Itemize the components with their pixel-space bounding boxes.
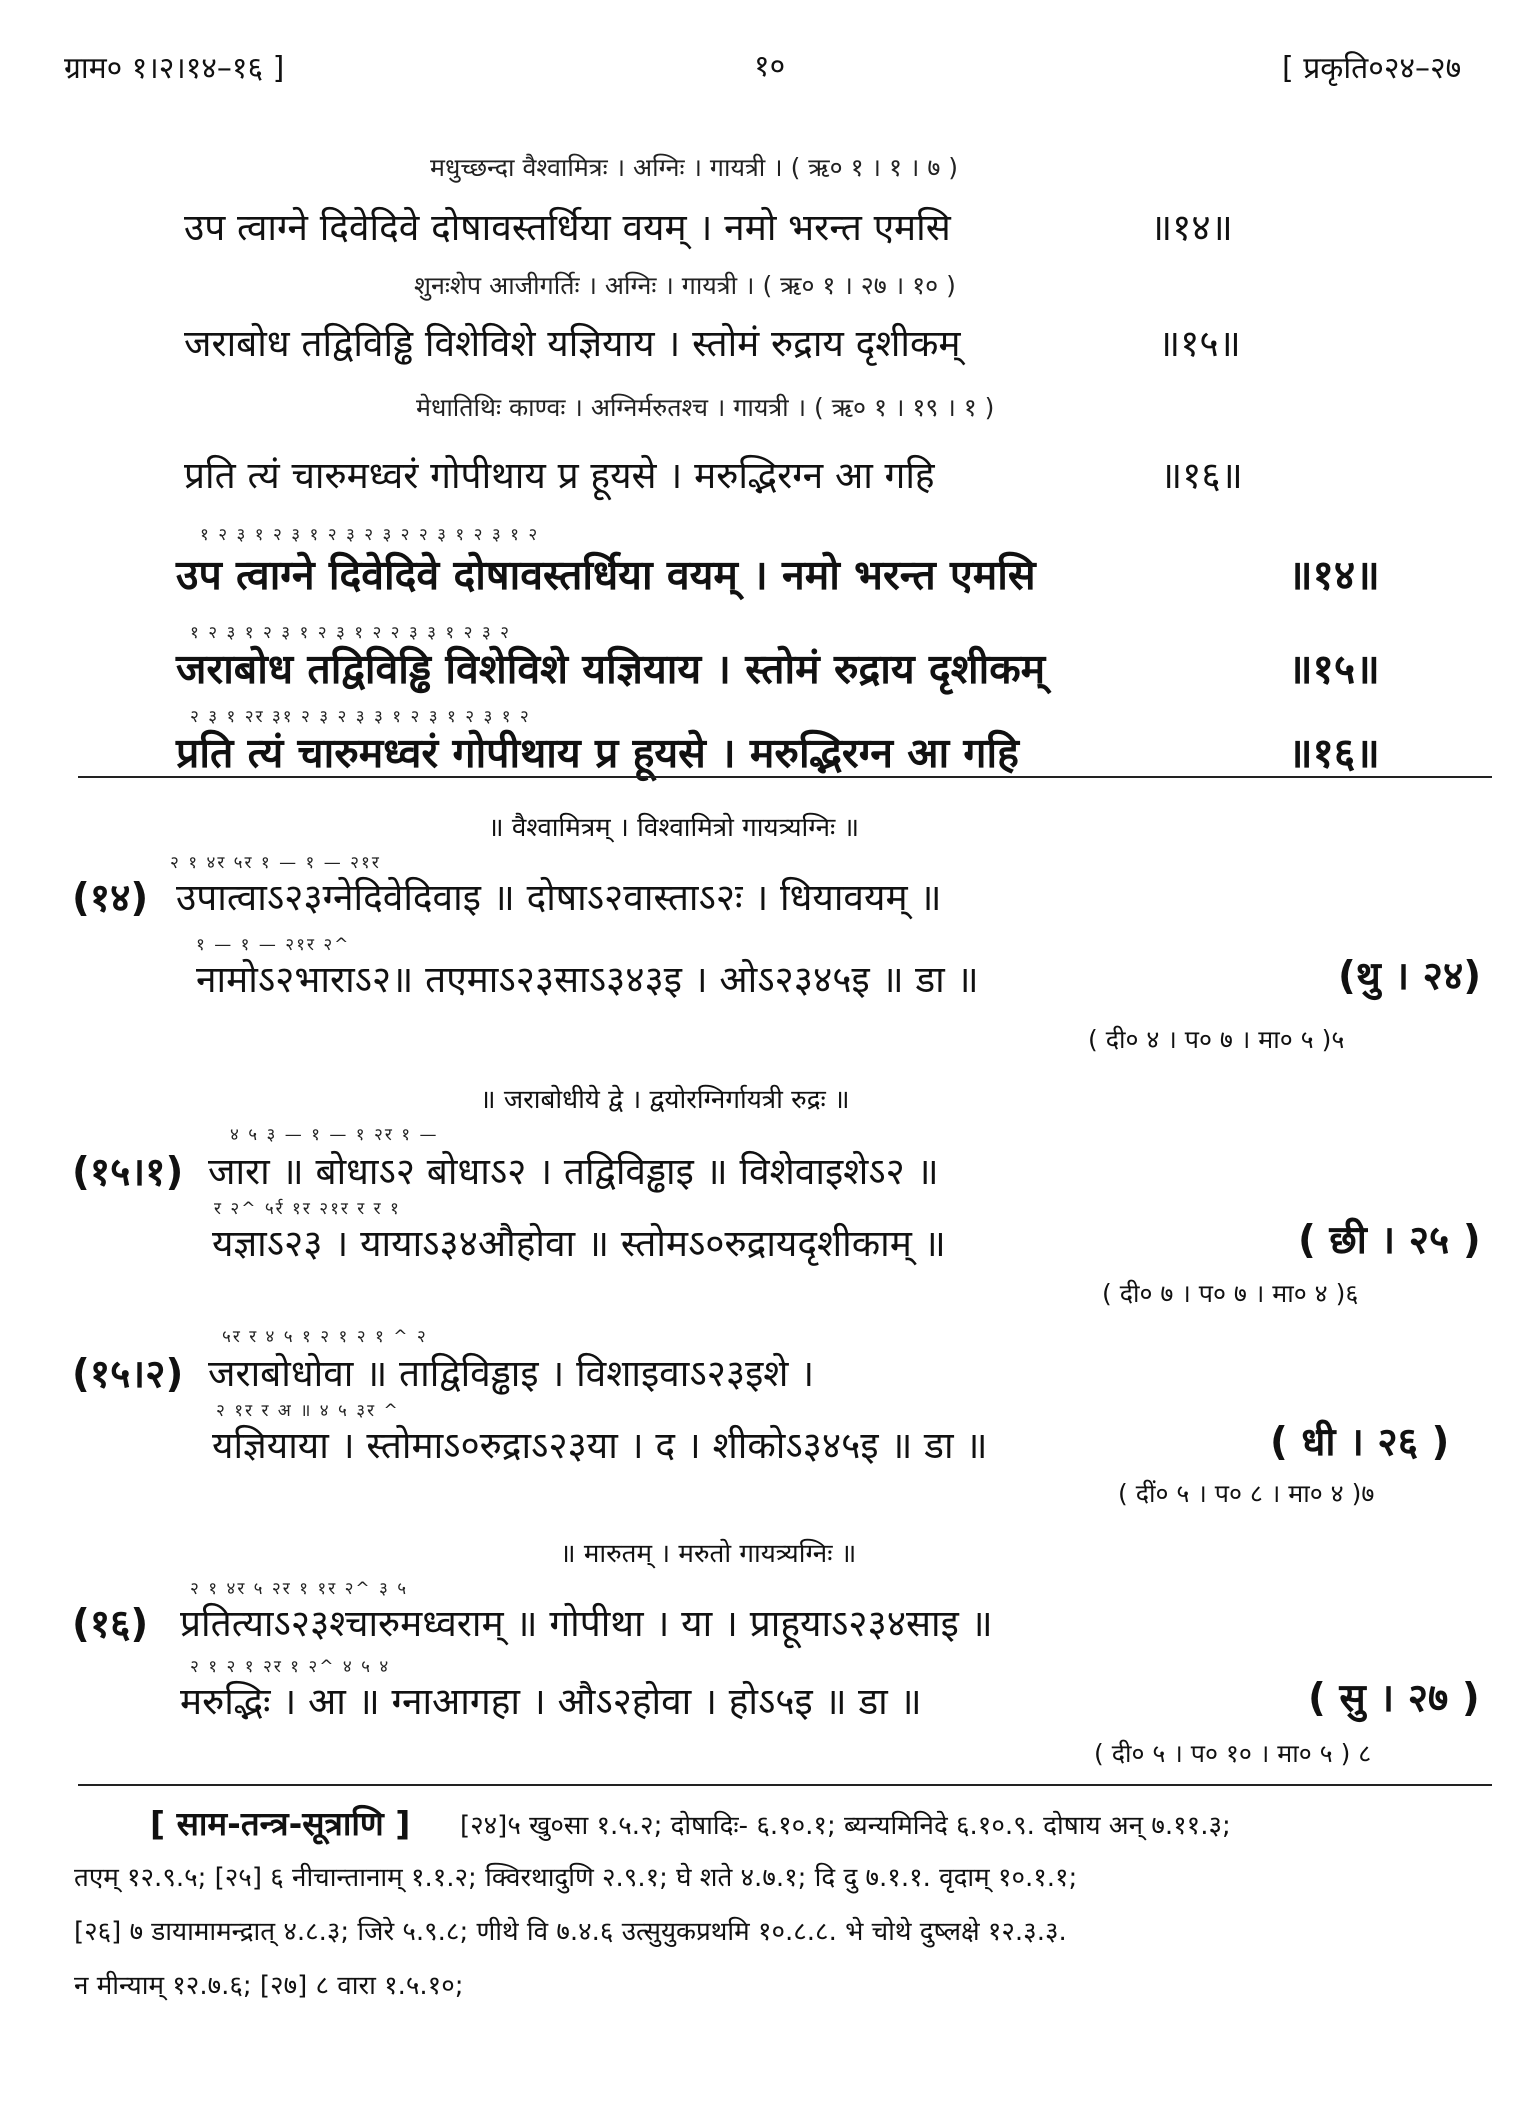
saman-meta: ( दी० ७ । प० ७ । मा० ४ )६ [1102, 1279, 1359, 1308]
sama-mantra: जराबोध तद्विविड्ढि विशेविशे यज्ञियाय । स्तोमं रुद्राय दृशीकम् [176, 645, 1046, 693]
rk-mantra-number: ॥१६॥ [1160, 454, 1243, 497]
rk-attribution: शुनःशेप आजीगर्तिः । अग्निः । गायत्री । ( ऋ० १ । २७ । १० ) [414, 271, 956, 300]
saman-line: नामोऽ२भाराऽ२॥ तएमाऽ२३साऽ३४३इ । ओऽ२३४५इ ॥ डा ॥ [196, 958, 979, 1001]
accent-marks: २ १ ४र ५ २र १ १र २^ ३ ५ [190, 1579, 409, 1599]
sama-mantra-number: ॥१५॥ [1288, 645, 1380, 693]
saman-meta: ( दी० ५ । प० १० । मा० ५ ) ८ [1094, 1739, 1372, 1768]
sama-mantra: उप त्वाग्ने दिवेदिवे दोषावस्तर्धिया वयम् । नमो भरन्त एमसि [176, 551, 1036, 599]
saman-line: यज्ञाऽ२३ । यायाऽ३४औहोवा ॥ स्तोमऽ०रुद्रायदृशीकाम् ॥ [212, 1222, 946, 1265]
saman-line: जारा ॥ बोधाऽ२ बोधाऽ२ । तद्विविड्ढाइ ॥ विशेवाइशेऽ२ ॥ [208, 1150, 939, 1193]
rk-mantra: प्रति त्यं चारुमध्वरं गोपीथाय प्र हूयसे । मरुद्भिरग्न आ गहि [184, 454, 935, 497]
rk-mantra: उप त्वाग्ने दिवेदिवे दोषावस्तर्धिया वयम् । नमो भरन्त एमसि [184, 206, 951, 249]
saman-line: जराबोधोवा ॥ ताद्विविड्ढाइ । विशाइवाऽ२३इशे । [208, 1352, 815, 1395]
saman-number: (१५।१) [72, 1150, 184, 1195]
accent-marks: १ २ ३ १ २ ३ १ २ ३ १ २ २ ३ ३ १ २ ३ २ [190, 623, 511, 643]
saman-code: ( छी । २५ ) [1298, 1218, 1481, 1263]
sama-mantra-number: ॥१६॥ [1288, 729, 1380, 777]
saman-line: प्रतित्याऽ२३श्चारुमध्वराम् ॥ गोपीथा । या । प्राहूयाऽ२३४साइ ॥ [180, 1602, 993, 1645]
saman-code: (थु । २४) [1338, 954, 1482, 999]
accent-marks: १ २ ३ १ २ ३ १ २ ३ २ ३ २ २ ३ १ २ ३ १ २ [200, 525, 540, 545]
section-title: ॥ जराबोधीये द्वे । द्वयोरग्निर्गायत्री रुद्रः ॥ [480, 1085, 850, 1115]
saman-number: (१६) [72, 1602, 149, 1647]
rk-attribution: मेधातिथिः काण्वः । अग्निर्मरुतश्च । गायत्री । ( ऋ० १ । १९ । १ ) [416, 393, 995, 422]
saman-line: मरुद्भिः । आ ॥ ग्नाआगहा । औऽ२होवा । होऽ५इ ॥ डा ॥ [180, 1680, 922, 1723]
footnote-title: [ साम-तन्त्र-सूत्राणि ] [150, 1804, 411, 1843]
accent-marks: २ ३ १ २र ३१ २ ३ २ ३ ३ १ २ ३ १ २ ३ १ २ [190, 707, 531, 727]
footnote-line: तएम् १२.९.५; [२५] ६ नीचान्तानाम् १.१.२; क्विरथादुणि २.९.१; घे शते ४.७.१; दि दु ७.१.१. वृदाम् १०.१.१; [74, 1863, 1078, 1893]
saman-meta: ( दीं० ५ । प० ८ । मा० ४ )७ [1118, 1479, 1375, 1508]
rk-mantra-number: ॥१४॥ [1150, 206, 1233, 249]
section-divider [78, 776, 1492, 778]
saman-meta: ( दी० ४ । प० ७ । मा० ५ )५ [1088, 1025, 1345, 1054]
accent-marks: २ १ ४र ५र १ — १ — २१र [170, 853, 381, 873]
saman-line: उपात्वाऽ२३ग्नेदिवेदिवाइ ॥ दोषाऽ२वास्ताऽ२ः । धियावयम् ॥ [176, 876, 942, 919]
rk-mantra-number: ॥१५॥ [1158, 322, 1241, 365]
accent-marks: ५र र ४ ५ १ २ १ २ १ ^ २ [222, 1327, 428, 1347]
saman-line: यज्ञियाया । स्तोमाऽ०रुद्राऽ२३या । द । शीकोऽ३४५इ ॥ डा ॥ [212, 1424, 988, 1467]
footnote-line: [२६] ७ डायामामन्द्रात् ४.८.३; जिरे ५.९.८; णीथे वि ७.४.६ उत्सुयुकप्रथमि १०.८.८. भे चोथे दुष्लक्षे १२.३.३. [74, 1917, 1067, 1947]
accent-marks: १ — १ — २१र २^ [196, 935, 351, 955]
sama-mantra-number: ॥१४॥ [1288, 551, 1380, 599]
saman-code: ( धी । २६ ) [1270, 1420, 1450, 1465]
section-title: ॥ वैश्वामित्रम् । विश्वामित्रो गायत्र्यग्निः ॥ [488, 813, 860, 843]
rk-mantra: जराबोध तद्विविड्ढि विशेविशे यज्ञियाय । स्तोमं रुद्राय दृशीकम् [184, 322, 961, 365]
saman-number: (१५।२) [72, 1352, 184, 1397]
accent-marks: २ १ २ १ २र १ २^ ४ ५ ४ [190, 1657, 391, 1677]
accent-marks: ४ ५ ३ — १ — १ २र १ — [230, 1125, 439, 1145]
footnote-line: न मीन्याम् १२.७.६; [२७] ८ वारा १.५.१०; [74, 1971, 464, 2001]
saman-number: (१४) [72, 876, 149, 921]
footnote-line: [२४]५ खु०सा १.५.२; दोषादिः- ६.१०.१; ब्यन्यमिनिदे ६.१०.९. दोषाय अन् ७.११.३; [460, 1811, 1231, 1841]
header-left-ref: ग्राम० १।२।१४–१६ ] [64, 51, 285, 86]
accent-marks: २ १र र अ ॥ ४ ५ ३र ^ [216, 1401, 400, 1421]
footnote-divider [78, 1784, 1492, 1786]
header-right-ref: [ प्रकृति०२४–२७ [1282, 51, 1462, 86]
saman-code: ( सु । २७ ) [1308, 1676, 1480, 1721]
rk-attribution: मधुच्छन्दा वैश्वामित्रः । अग्निः । गायत्री । ( ऋ० १ । १ । ७ ) [430, 153, 959, 182]
section-title: ॥ मारुतम् । मरुतो गायत्र्यग्निः ॥ [560, 1539, 857, 1569]
page-number: १० [754, 49, 786, 84]
sama-mantra: प्रति त्यं चारुमध्वरं गोपीथाय प्र हूयसे । मरुद्भिरग्न आ गहि [176, 729, 1019, 777]
accent-marks: र २^ ५र्र १र २१र र र १ [214, 1199, 401, 1219]
